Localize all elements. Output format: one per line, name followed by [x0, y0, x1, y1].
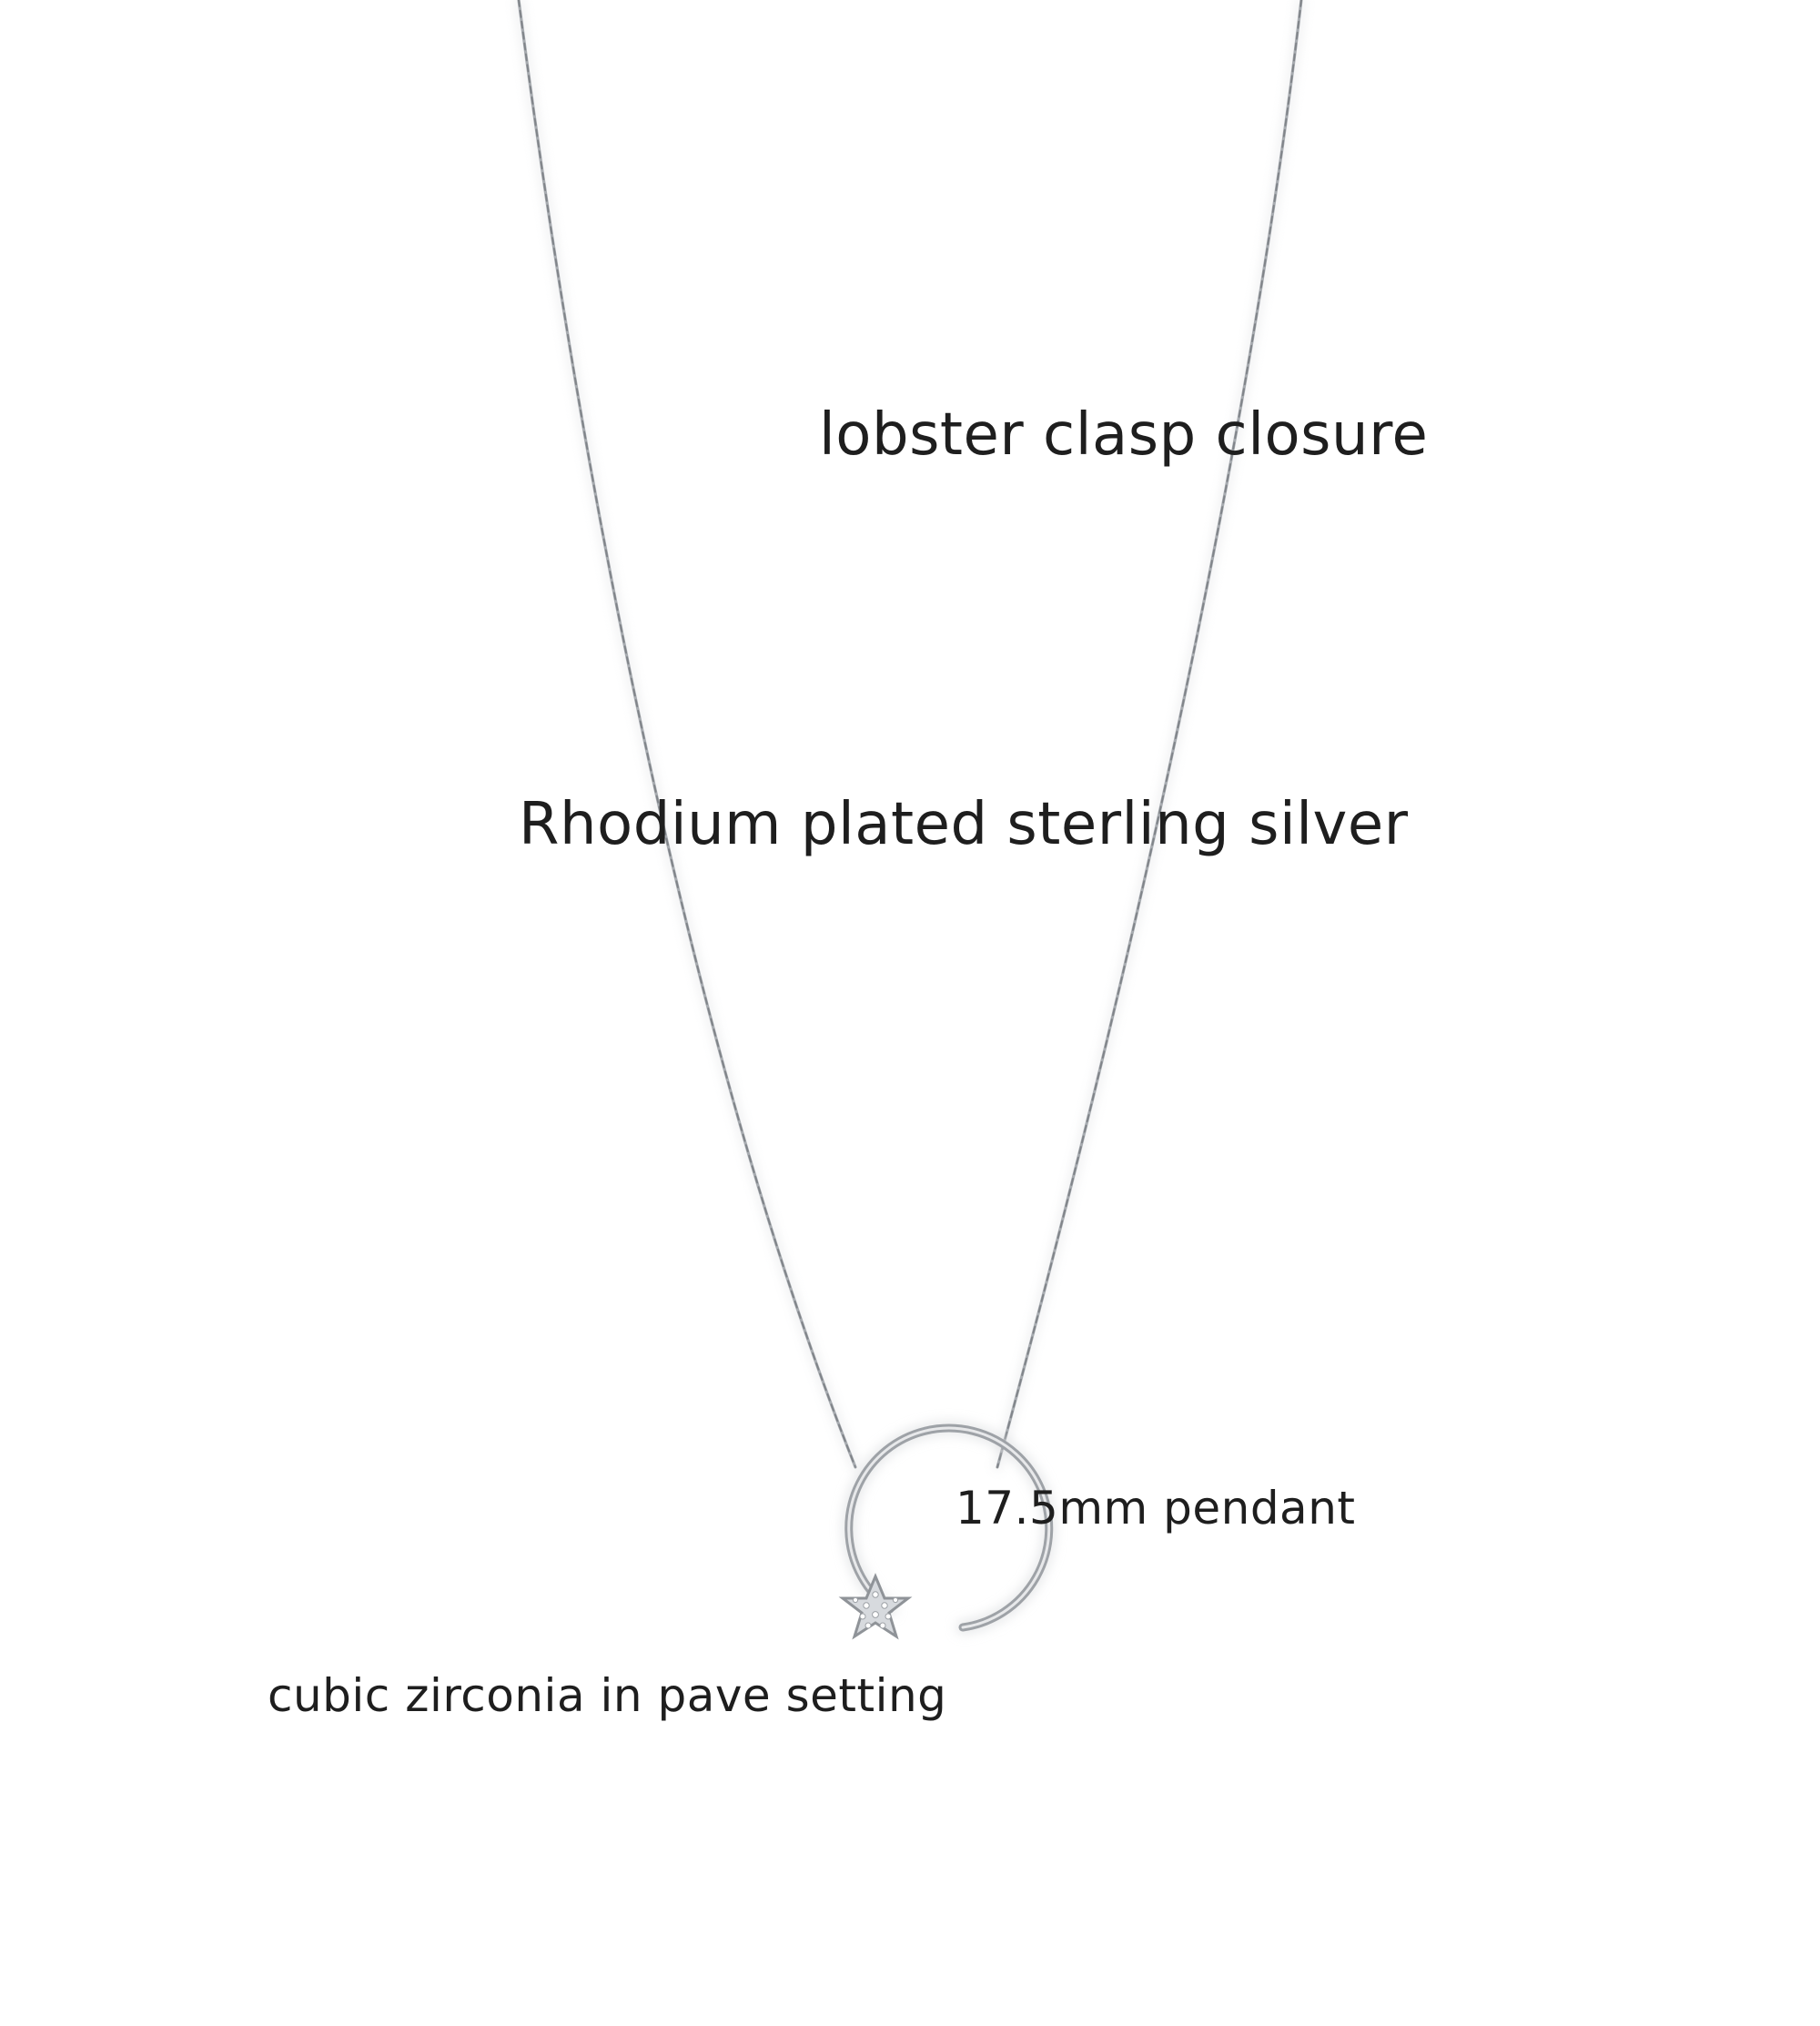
pave-star-icon	[843, 1576, 908, 1636]
clasp-label: lobster clasp closure	[819, 401, 1429, 469]
chain-left-strand	[519, 0, 855, 1467]
material-label: Rhodium plated sterling silver	[519, 791, 1409, 858]
stone-setting-label: cubic zirconia in pave setting	[268, 1669, 947, 1722]
pendant-size-label: 17.5mm pendant	[956, 1482, 1356, 1535]
chain-right-strand	[997, 0, 1301, 1467]
